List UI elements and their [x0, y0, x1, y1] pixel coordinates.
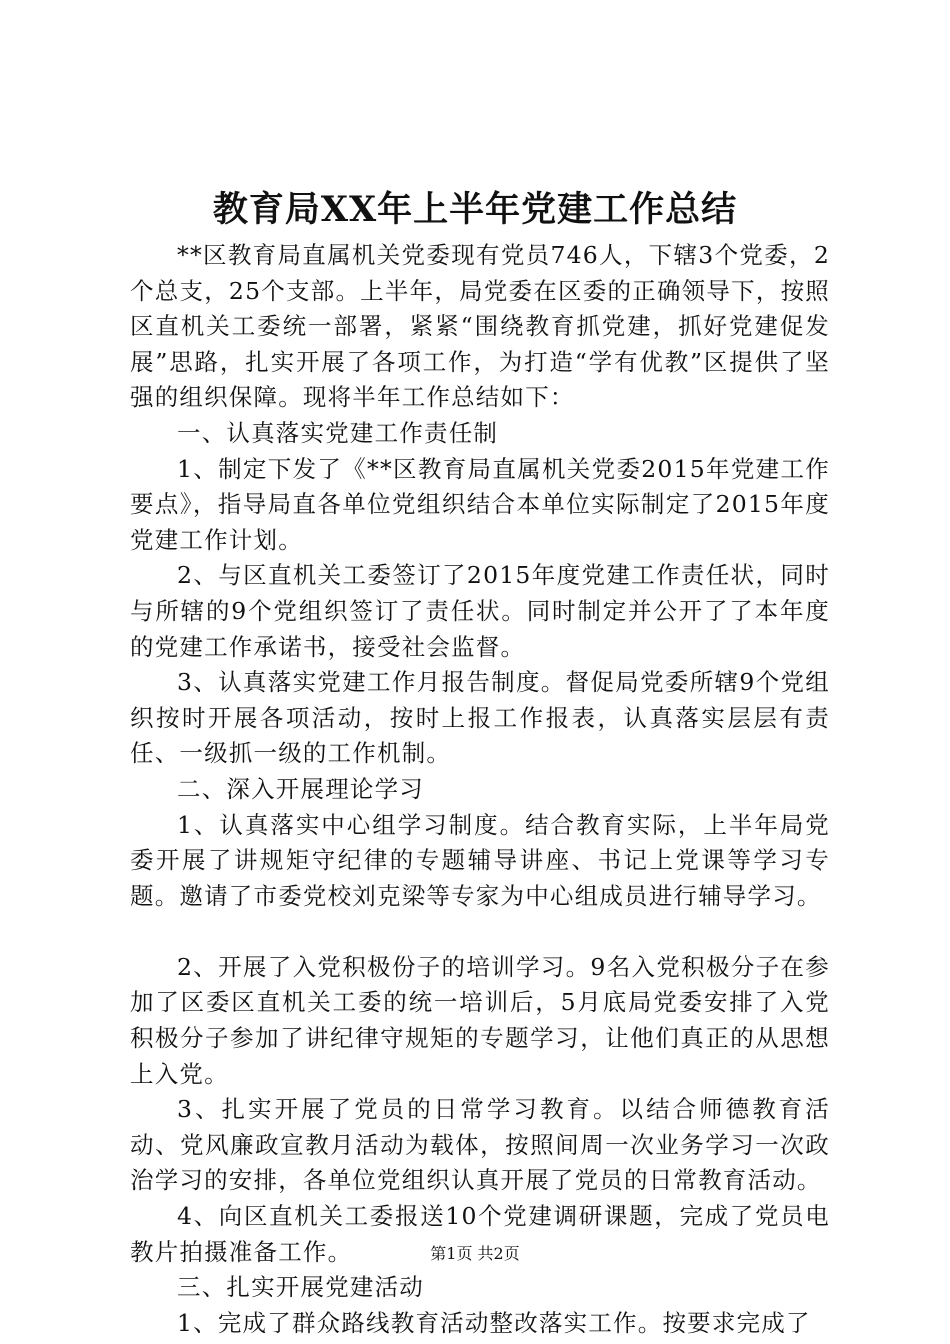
paragraph-1-3: 3、认真落实党建工作月报告制度。督促局党委所辖9个党组织按时开展各项活动，按时上报工作报表，认真落实层层有责任、一级抓一级的工作机制。	[130, 668, 830, 768]
paragraph-2-4: 4、向区直机关工委报送10个党建调研课题，完成了党员电教片拍摄准备工作。	[130, 1202, 830, 1266]
paragraph-1-2: 2、与区直机关工委签订了2015年度党建工作责任状，同时与所辖的9个党组织签订了责任状。同时制定并公开了了本年度的党建工作承诺书，接受社会监督。	[130, 561, 830, 661]
document-body	[130, 238, 830, 1341]
page-number-footer: 第1页 共2页	[430, 1244, 520, 1263]
paragraph-2-3: 3、扎实开展了党员的日常学习教育。以结合师德教育活动、党风廉政宣教月活动为载体，按照间周一次业务学习一次政治学习的安排，各单位党组织认真开展了党员的日常教育活动。	[130, 1095, 830, 1195]
paragraph-intro: **区教育局直属机关党委现有党员746人，下辖3个党委，2个总支，25个支部。上半年，局党委在区委的正确领导下，按照区直机关工委统一部署，紧紧“围绕教育抓党建，抓好党建促发展”思路，扎实开展了各项工作，为打造“学有优教”区提供了坚强的组织保障。现将半年工作总结如下：	[130, 241, 830, 412]
section-heading-2: 二、深入开展理论学习	[177, 774, 424, 803]
section-heading-3: 三、扎实开展党建活动	[177, 1273, 424, 1302]
section-heading-1: 一、认真落实党建工作责任制	[177, 418, 499, 447]
paragraph-2-2: 2、开展了入党积极份子的培训学习。9名入党积极分子在参加了区委区直机关工委的统一培训后，5月底局党委安排了入党积极分子参加了讲纪律守规矩的专题学习，让他们真正的从思想上入党。	[130, 952, 830, 1088]
document-title: 教育局XX年上半年党建工作总结	[212, 189, 738, 230]
paragraph-2-1: 1、认真落实中心组学习制度。结合教育实际，上半年局党委开展了讲规矩守纪律的专题辅导讲座、书记上党课等学习专题。邀请了市委党校刘克梁等专家为中心组成员进行辅导学习。	[130, 810, 830, 910]
paragraph-3-1: 1、完成了群众路线教育活动整改落实工作。按要求完成了	[177, 1308, 811, 1337]
paragraph-1-1: 1、制定下发了《**区教育局直属机关党委2015年党建工作要点》，指导局直各单位党组织结合本单位实际制定了2015年度党建工作计划。	[130, 454, 830, 554]
